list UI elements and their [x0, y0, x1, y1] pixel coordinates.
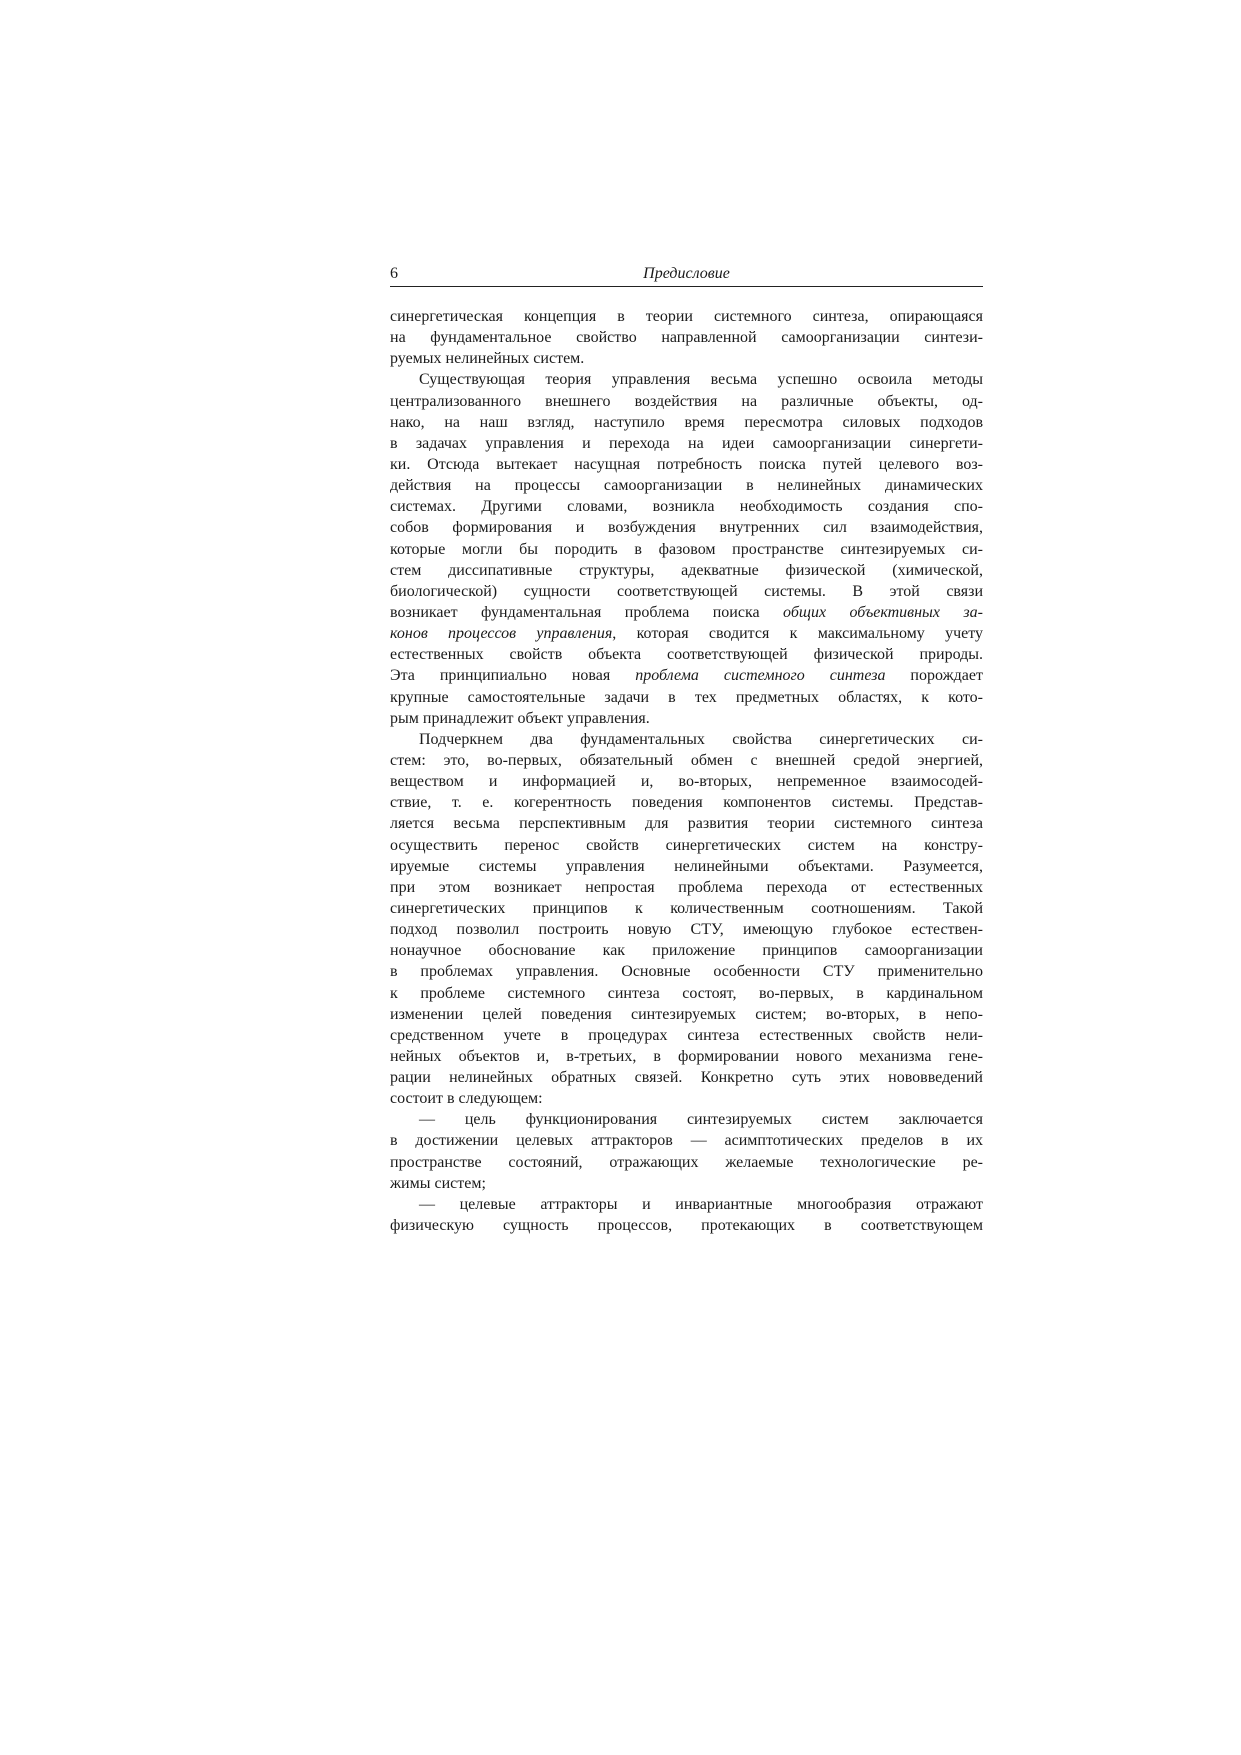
text-line: синергетических принципов к количественным соотношениям. Такой: [390, 899, 983, 917]
text-line: изменении целей поведения синтезируемых систем; во-вторых, в непо-: [390, 1005, 983, 1023]
list-item-line: физическую сущность процессов, протекающих в соответствующем: [390, 1217, 983, 1235]
text-line: действия на процессы самоорганизации в нелинейных динамических: [390, 477, 983, 495]
text-line: стем диссипативные структуры, адекватные физической (химической,: [390, 561, 983, 579]
text-line: нейных объектов и, в-третьих, в формировании нового механизма гене-: [390, 1047, 983, 1065]
text-line: рым принадлежит объект управления.: [390, 709, 650, 727]
emphasis-run: конов процессов управления: [390, 625, 613, 643]
text-line: осуществить перенос свойств синергетических систем на констру-: [390, 836, 983, 854]
text-line: ки. Отсюда вытекает насущная потребность поиска путей целевого воз-: [390, 455, 983, 473]
text-line: к проблеме системного синтеза состоят, во-первых, в кардинальном: [390, 984, 983, 1002]
text-line: Существующая теория управления весьма успешно освоила методы: [419, 371, 983, 389]
list-item-line: пространстве состояний, отражающих желаемые технологические ре-: [390, 1153, 983, 1171]
text-run: Эта принципиально новая: [390, 667, 636, 685]
text-line: в задачах управления и перехода на идеи самоорганизации синергети-: [390, 434, 983, 452]
text-line: крупные самостоятельные задачи в тех предметных областях, к кото-: [390, 688, 983, 706]
text-run: , которая сводится к максимальному учету: [612, 625, 983, 643]
text-line: биологической) сущности соответствующей системы. В этой связи: [390, 582, 983, 600]
text-line-mixed: [390, 623, 983, 644]
section-title: Предисловие: [643, 265, 730, 282]
text-line: в проблемах управления. Основные особенности СТУ применительно: [390, 963, 983, 981]
list-item-line: — целевые аттракторы и инвариантные многообразия отражают: [419, 1195, 983, 1213]
emphasis-run: проблема системного синтеза: [635, 667, 886, 685]
text-line: системах. Другими словами, возникла необходимость создания спо-: [390, 498, 983, 516]
list-item-line: в достижении целевых аттракторов — асимптотических пределов в их: [390, 1132, 983, 1150]
list-item-line: — цель функционирования синтезируемых систем заключается: [419, 1111, 983, 1129]
text-line: которые могли бы породить в фазовом пространстве синтезируемых си-: [390, 540, 983, 558]
text-line: подход позволил построить новую СТУ, имеющую глубокое естествен-: [390, 921, 983, 939]
text-line: собов формирования и возбуждения внутренних сил взаимодействия,: [390, 519, 983, 537]
text-line: синергетическая концепция в теории системного синтеза, опирающаяся: [390, 308, 983, 325]
text-line: средственном учете в процедурах синтеза естественных свойств нели-: [390, 1026, 983, 1044]
book-page: [390, 264, 983, 1236]
text-line: стем: это, во-первых, обязательный обмен с внешней средой энергией,: [390, 751, 983, 769]
text-line: ляется весьма перспективным для развития теории системного синтеза: [390, 815, 983, 833]
page-number: 6: [390, 265, 398, 282]
text-line: рации нелинейных обратных связей. Конкретно суть этих нововведений: [390, 1069, 983, 1087]
text-line: ируемые системы управления нелинейными объектами. Разумеется,: [390, 857, 983, 875]
text-line: при этом возникает непростая проблема перехода от естественных: [390, 878, 983, 896]
text-line-mixed: [390, 602, 983, 623]
emphasis-run: общих объективных за-: [783, 603, 984, 621]
text-line: нонаучное обоснование как приложение принципов самоорганизации: [390, 942, 983, 960]
text-line: веществом и информацией и, во-вторых, непременное взаимосодей-: [390, 773, 983, 791]
text-line: на фундаментальное свойство направленной самоорганизации синтези-: [390, 329, 983, 347]
text-line: нако, на наш взгляд, наступило время пересмотра силовых подходов: [390, 413, 983, 431]
text-run: возникает фундаментальная проблема поиска: [390, 603, 784, 621]
body-text: [390, 306, 983, 1236]
running-header: [390, 264, 983, 287]
text-line-mixed: [390, 665, 983, 686]
text-line: централизованного внешнего воздействия на различные объекты, од-: [390, 392, 983, 410]
text-line: ствие, т. е. когерентность поведения компонентов системы. Представ-: [390, 794, 983, 812]
text-line: состоит в следующем:: [390, 1090, 543, 1108]
text-run: порождает: [885, 667, 983, 685]
list-item-line: жимы систем;: [390, 1174, 486, 1192]
text-line: руемых нелинейных систем.: [390, 350, 585, 368]
text-line: естественных свойств объекта соответствующей физической природы.: [390, 646, 983, 664]
text-line: Подчеркнем два фундаментальных свойства синергетических си-: [419, 730, 983, 748]
